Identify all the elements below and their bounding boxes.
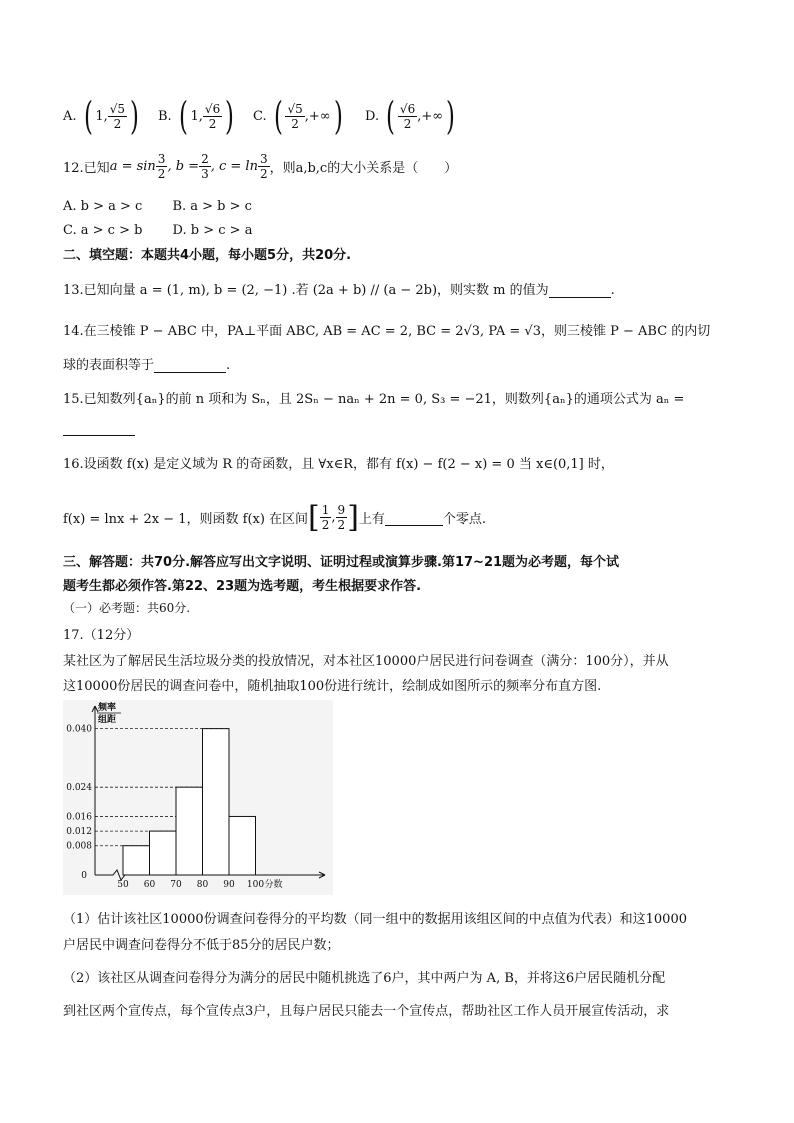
question-16-line1: 16.设函数 f(x) 是定义域为 R 的奇函数，且 ∀x∈R，都有 f(x) − f(2 − x) = 0 当 x∈(0,1] 时， — [63, 457, 614, 472]
question-15: 15.已知数列{aₙ}的前 n 项和为 Sₙ，且 2Sₙ − naₙ + 2n = 0, S₃ = −21，则数列{aₙ}的通项公式为 aₙ = — [63, 392, 685, 407]
q17-part1-line1: （1）估计该社区10000份调查问卷得分的平均数（同一组中的数据用该组区间的中点值为代表）和这10000 — [63, 912, 687, 927]
q17-part2-line1: （2）该社区从调查问卷得分为满分的居民中随机挑选了6户，其中两户为 A, B，并将这6户居民随机分配 — [63, 971, 666, 986]
y-tick-label: 0.012 — [66, 827, 92, 838]
section-3-heading-line2: 题考生都必须作答.第22、23题为选考题，考生根据要求作答. — [63, 579, 422, 594]
q15-answer-blank[interactable] — [63, 420, 135, 436]
histogram-bar — [203, 729, 230, 875]
question-12: 12.已知 a = sin $\frac{3}{2}$ , b = $\frac{2}{3}$ , c = ln $\frac{3}{2}$ ，则a,b,c的大小关系是（ ） — [63, 152, 458, 181]
q11-option-d[interactable]: D. ( $\frac{√6}{2}$ ,+∞ ) — [365, 94, 455, 138]
question-17-text1: 某社区为了解居民生活垃圾分类的投放情况，对本社区10000户居民进行问卷调查（满分：100分），并从 — [63, 654, 669, 669]
q16-answer-blank[interactable] — [385, 509, 443, 526]
question-14-line2: 球的表面积等于 . — [63, 358, 231, 373]
origin-label: 0 — [81, 871, 87, 881]
q12-options-ab[interactable]: A. b > a > c B. a > b > c — [63, 199, 252, 214]
x-tick-label: 60 — [143, 880, 156, 890]
y-tick-label: 0.016 — [66, 812, 92, 823]
x-tick-label: 100 — [246, 880, 265, 890]
y-tick-label: 0.024 — [66, 783, 92, 794]
x-axis-label: 分数 — [264, 880, 283, 890]
q11-option-a[interactable]: A. ( 1, $\frac{√5}{2}$ ) — [63, 94, 139, 138]
histogram-bar — [150, 831, 177, 875]
histogram-bar — [123, 846, 150, 875]
y-axis-label-bottom: 组距 — [98, 715, 117, 725]
q11-options — [63, 96, 483, 140]
histogram-bar — [176, 787, 203, 875]
y-tick-label: 0.008 — [66, 841, 92, 852]
question-16-line2: f(x) = lnx + 2x − 1，则函数 f(x) 在区间 [ $\frac{1}{2}$ , $\frac{9}{2}$ ] 上有 个零点. — [63, 500, 487, 535]
q14-answer-blank[interactable] — [154, 357, 226, 373]
q13-answer-blank[interactable] — [549, 282, 611, 298]
question-17-text2: 这10000份居民的调查问卷中，随机抽取100份进行统计，绘制成如图所示的频率分布直方图. — [63, 679, 602, 694]
x-tick-label: 50 — [117, 880, 129, 890]
frequency-histogram — [63, 700, 333, 895]
x-tick-label: 90 — [223, 880, 235, 890]
x-tick-label: 70 — [170, 880, 182, 890]
question-14-line1: 14.在三棱锥 P − ABC 中，PA⊥平面 ABC, AB = AC = 2, BC = 2√3, PA = √3，则三棱锥 P − ABC 的内切 — [63, 324, 711, 339]
y-axis-label-top: 频率 — [98, 703, 117, 713]
question-17-header: 17.（12分） — [63, 628, 140, 643]
part-1-label: （一）必考题：共60分. — [63, 601, 191, 615]
x-tick-label: 80 — [196, 880, 209, 890]
histogram-bar — [229, 816, 256, 875]
q17-part1-line2: 户居民中调查问卷得分不低于85分的居民户数； — [63, 938, 340, 953]
q12-options-cd[interactable]: C. a > c > b D. b > c > a — [63, 223, 253, 238]
section-2-heading: 二、填空题：本题共4小题，每小题5分，共20分. — [63, 248, 352, 263]
q11-option-b[interactable]: B. ( 1, $\frac{√6}{2}$ ) — [158, 94, 235, 138]
q11-option-c[interactable]: C. ( $\frac{√5}{2}$ ,+∞ ) — [253, 94, 343, 138]
question-13: 13.已知向量 a = (1, m), b = (2, −1) .若 (2a + b) // (a − 2b)，则实数 m 的值为 . — [63, 283, 615, 298]
y-tick-label: 0.040 — [66, 724, 92, 735]
q17-part2-line2: 到社区两个宣传点，每个宣传点3户，且每户居民只能去一个宣传点，帮助社区工作人员开展宣传活动，求 — [63, 1004, 670, 1019]
section-3-heading-line1: 三、解答题：共70分.解答应写出文字说明、证明过程或演算步骤.第17~21题为必考题，每个试 — [63, 555, 620, 570]
